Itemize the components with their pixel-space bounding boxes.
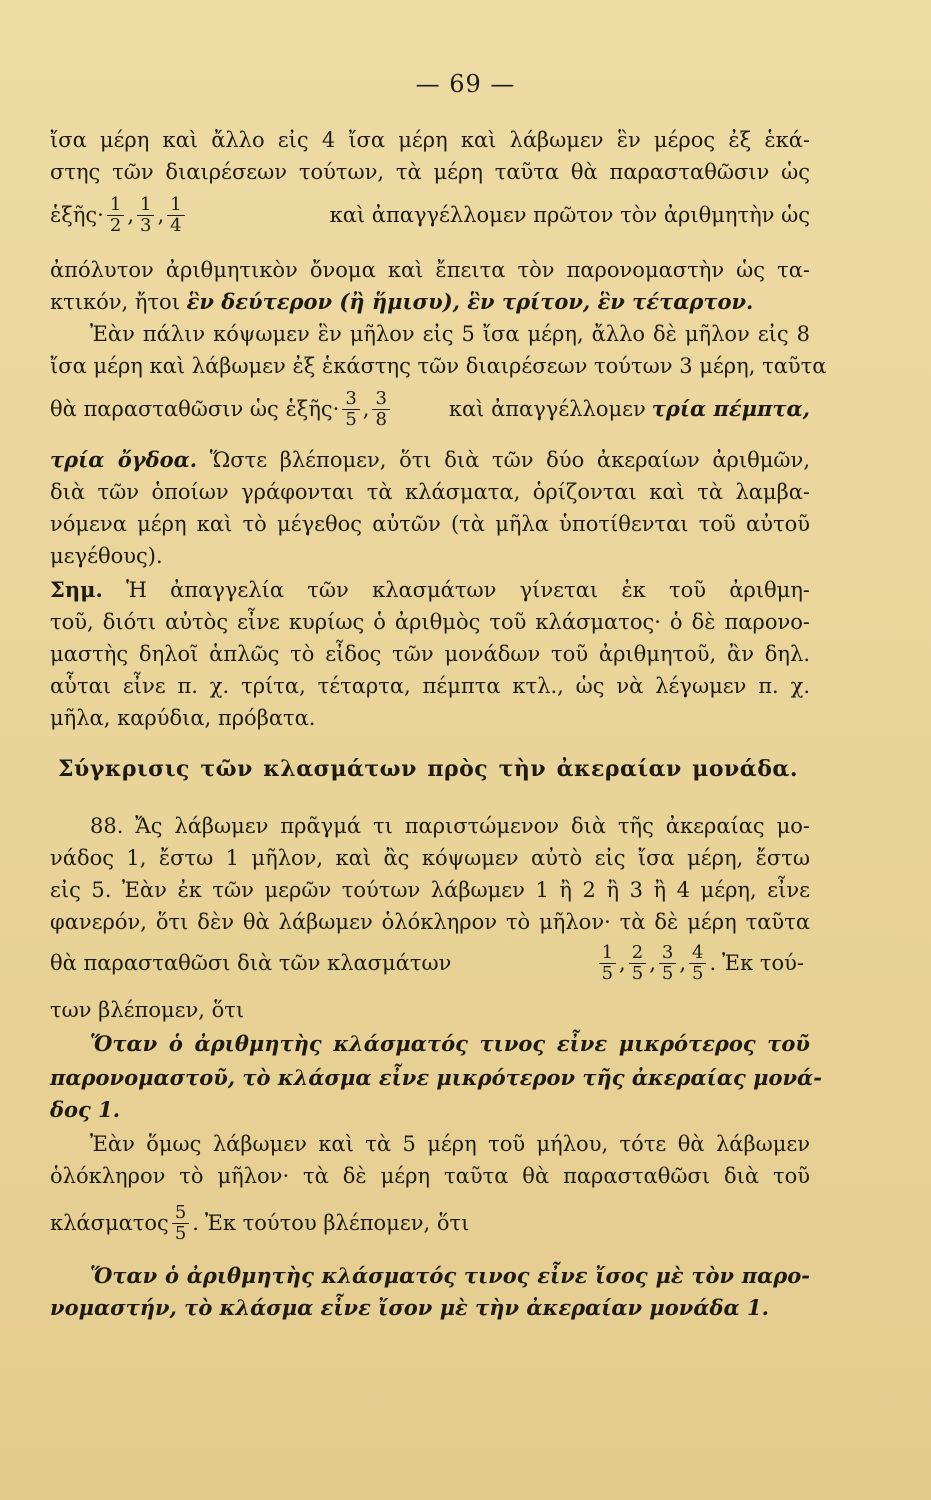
rule-text-line: Ὅταν ὁ ἀριθμητὴς κλάσματός τινος εἶνε ἴσος μὲ τὸν παρο- [90,1263,810,1288]
fraction [689,943,706,984]
denominator: 4 [170,214,182,236]
text-fragment: καὶ ἀπαγγέλλομεν πρῶτον τὸν ἀριθμητὴν ὡς [329,203,810,227]
text-line: ἴσα μέρη καὶ ἄλλο εἰς 4 ἴσα μέρη καὶ λάβωμεν ἓν μέρος ἐξ ἑκά- [50,128,810,152]
text-fragment: θὰ παρασταθῶσι διὰ τῶν κλασμάτων [50,951,452,975]
note-label: Σημ. [50,577,103,602]
denominator: 5 [631,962,644,984]
text-line: των βλέπομεν, ὅτι [50,998,245,1022]
page-number: — 69 — [415,70,516,98]
text-line: ὁλόκληρον τὸ μῆλον· τὰ δὲ μέρη ταῦτα θὰ παρασταθῶσι διὰ τοῦ [50,1164,810,1188]
rule-text-line: παρονομαστοῦ, τὸ κλάσμα εἶνε μικρότερον τῆς ἀκεραίας μονά- [50,1065,822,1090]
denominator: 5 [601,962,614,984]
emphasis-text: τρία ὄγδοα. [50,447,198,472]
fraction [599,943,616,984]
text-fragment: Ὥστε βλέπομεν, ὅτι διὰ τῶν δύο ἀκεραίων ἀριθμῶν, [209,448,810,472]
text-fragment: κτικόν, ἤτοι [50,290,180,314]
numerator: 3 [372,389,389,410]
text-line: τοῦ, διότι αὐτὸς εἶνε κυρίως ὁ ἀριθμὸς τοῦ κλάσματος· ὁ δὲ παρονο- [50,610,810,634]
text-line: αὗται εἶνε π. χ. τρίτα, τέταρτα, πέμπτα κτλ., ὡς νὰ λέγωμεν π. χ. [50,674,810,698]
denominator: 5 [661,962,674,984]
denominator: 5 [174,1222,187,1244]
numerator: 2 [629,943,646,964]
text-line: φανερόν, ὅτι δὲν θὰ λάβωμεν ὁλόκληρον τὸ μῆλον· τὰ δὲ μέρη ταῦτα [50,910,810,934]
emphasis-text: ἓν δεύτερον (ἢ ἥμισυ), ἓν τρίτον, ἓν τέταρτον. [186,289,754,314]
text-line: εἰς 5. Ἐὰν ἐκ τῶν μερῶν τούτων λάβωμεν 1 ἢ 2 ἢ 3 ἢ 4 μέρη, εἶνε [50,878,810,902]
fraction [342,389,359,430]
text-line: Ἐὰν ὅμως λάβωμεν καὶ τὰ 5 μέρη τοῦ μήλου, τότε θὰ λάβωμεν [90,1132,810,1156]
text-line: στης τῶν διαιρέσεων τούτων, τὰ μέρη ταῦτα θὰ παρασταθῶσιν ὡς [50,160,810,184]
fraction [629,943,646,984]
denominator: 3 [140,214,152,236]
text-line: ἴσα μέρη καὶ λάβωμεν ἐξ ἑκάστης τῶν διαιρέσεων τούτων 3 μέρη, ταῦτα [50,354,827,378]
text-line [50,446,810,474]
text-line: νάδος 1, ἔστω 1 μῆλον, καὶ ἂς κόψωμεν αὐτὸ εἰς ἴσα μέρη, ἔστω [50,846,810,870]
text-line: Ἐὰν πάλιν κόψωμεν ἓν μῆλον εἰς 5 ἴσα μέρη, ἄλλο δὲ μῆλον εἰς 8 [90,322,810,346]
numerator: 4 [689,943,706,964]
text-fragment: Ἐκ τούτου βλέπομεν, ὅτι [204,1211,470,1235]
text-line: 88. Ἄς λάβωμεν πρᾶγμά τι παριστώμενον διὰ τῆς ἀκεραίας μο- [90,814,810,838]
text-line: μαστὴς δηλοῖ ἁπλῶς τὸ εἶδος τῶν μονάδων τοῦ ἀριθμητοῦ, ἂν δηλ. [50,642,810,666]
numerator: 3 [659,943,676,964]
section-heading: Σύγκρισις τῶν κλασμάτων πρὸς τὴν ἀκεραίαν μονάδα. [58,756,798,782]
numerator: 3 [342,389,359,410]
fraction [659,943,676,984]
fraction-line: θὰ παρασταθῶσι διὰ τῶν κλασμάτων $\frac{1}{5}$ , $\frac{2}{5}$ , $\frac{3}{5}$ , $\frac{4}{5}$ . Ἐκ τού- [50,941,804,984]
emphasis-text: τρία πέμπτα, [651,396,810,421]
fraction-line: θὰ παρασταθῶσιν ὡς ἑξῆς· $\frac{3}{5}$ , $\frac{3}{8}$ καὶ ἀπαγγέλλομεν τρία πέμπτα, [50,387,810,430]
text-line [50,576,810,604]
text-line: μεγέθους). [50,544,163,568]
text-line: ἀπόλυτον ἀριθμητικὸν ὄνομα καὶ ἔπειτα τὸν παρονομαστὴν ὡς τα- [50,258,810,282]
fraction-line: ἑξῆς· $\frac{1}{2}$ , $\frac{1}{3}$ , $\frac{1}{4}$ καὶ ἀπαγγέλλομεν πρῶτον τὸν ἀριθμητὴν ὡς [50,193,810,236]
numerator: 1 [599,943,616,964]
text-line: νόμενα μέρη καὶ τὸ μέγεθος αὐτῶν (τὰ μῆλα ὑποτίθενται τοῦ αὐτοῦ [50,512,810,536]
text-fragment: θὰ παρασταθῶσιν ὡς ἑξῆς· [50,397,340,421]
text-line: μῆλα, καρύδια, πρόβατα. [50,706,316,730]
denominator: 5 [692,962,704,984]
fraction [107,195,124,236]
text-fragment: Ἐκ τού- [722,951,804,975]
denominator: 5 [345,408,357,430]
text-line [50,288,810,316]
numerator: 1 [107,195,124,216]
text-line: διὰ τῶν ὁποίων γράφονται τὰ κλάσματα, ὁρίζονται καὶ τὰ λαμβα- [50,480,810,504]
fraction [172,1203,189,1244]
fraction [137,195,154,236]
fraction-line: κλάσματος $\frac{5}{5}$ . Ἐκ τούτου βλέπομεν, ὅτι [50,1201,470,1244]
denominator: 2 [109,214,122,236]
text-fragment: ἑξῆς· [50,203,104,227]
text-fragment: κλάσματος [50,1211,169,1235]
numerator: 1 [137,195,154,216]
fraction [167,195,184,236]
denominator: 8 [375,408,387,430]
text-fragment: καὶ ἀπαγγέλλομεν [448,397,646,421]
rule-text-line: δος 1. [50,1097,121,1122]
fraction [372,389,389,430]
rule-text-line: Ὅταν ὁ ἀριθμητὴς κλάσματός τινος εἶνε μικρότερος τοῦ [90,1031,810,1056]
text-fragment: Ἡ ἀπαγγελία τῶν κλασμάτων γίνεται ἐκ τοῦ ἀριθμη- [126,578,810,602]
rule-text-line: νομαστήν, τὸ κλάσμα εἶνε ἴσον μὲ τὴν ἀκεραίαν μονάδα 1. [50,1295,769,1320]
numerator: 5 [172,1203,189,1224]
numerator: 1 [167,195,184,216]
